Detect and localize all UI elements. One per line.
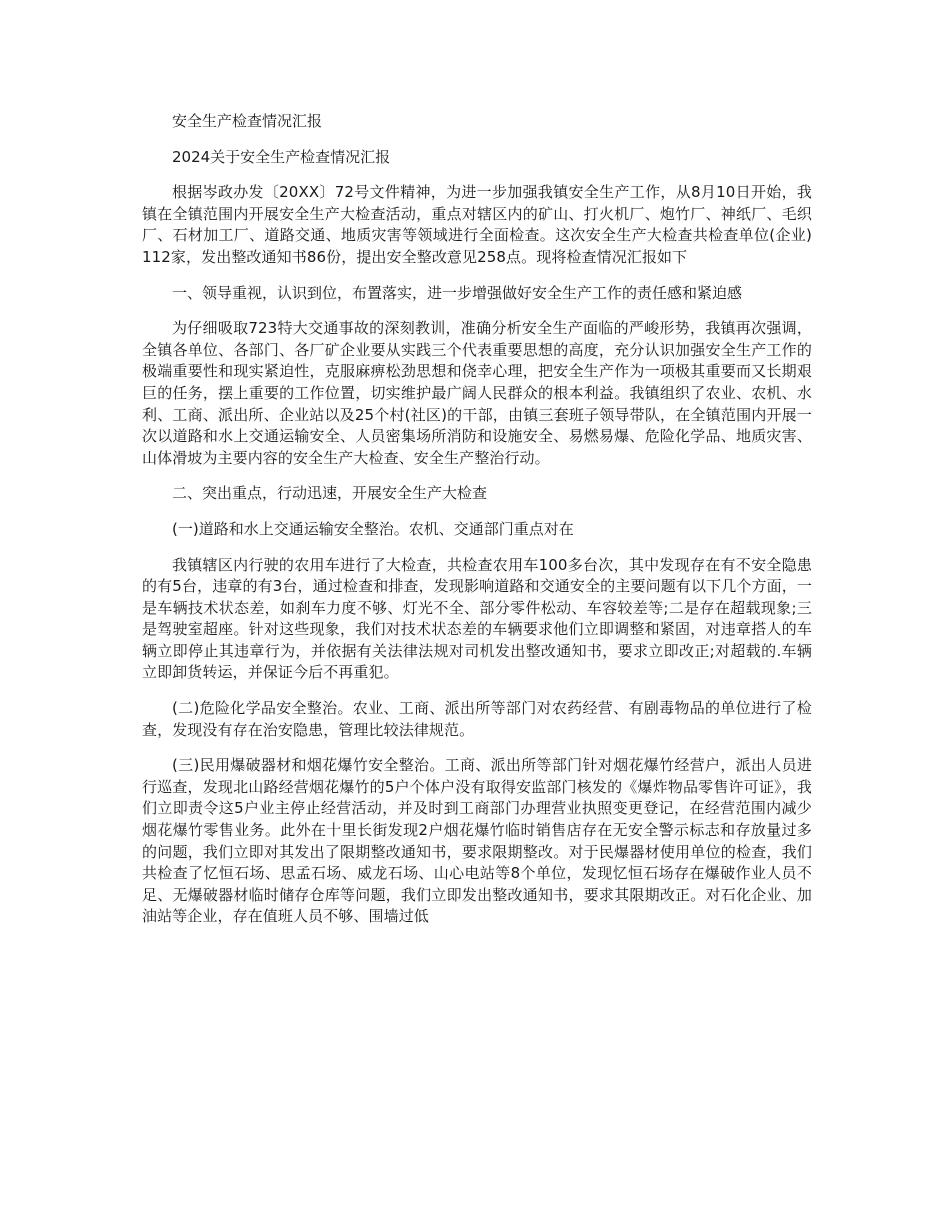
document-title: 安全生产检查情况汇报 — [172, 112, 323, 130]
spacer — [142, 684, 812, 698]
spacer — [142, 304, 812, 318]
paragraph-leadership: 为仔细吸取723特大交通事故的深刻教训，准确分析安全生产面临的严峻形势，我镇再次强调，全镇各单位、各部门、各厂矿企业要从实践三个代表重要思想的高度，充分认识加强安全生产工作的极端重要性和现实紧迫性，克服麻痹松劲思想和侥幸心理，把安全生产作为一项极其重要而又长期艰巨的任务，摆上重要的工作位置，切实维护最广阔人民群众的根本利益。我镇组织了农业、农机、水利、工商、派出所、企业站以及25个村(社区)的干部，由镇三套班子领导带队，在全镇范围内开展一次以道路和水上交通运输安全、人员密集场所消防和设施安全、易燃易爆、危险化学品、地质灾害、山体滑坡为主要内容的安全生产大检查、安全生产整治行动。 — [142, 319, 812, 467]
spacer — [142, 133, 812, 147]
spacer — [142, 541, 812, 555]
spacer — [142, 269, 812, 283]
spacer — [142, 505, 812, 519]
section-heading-1: 一、领导重视，认识到位，布置落实，进一步增强做好安全生产工作的责任感和紧迫感 — [172, 283, 743, 302]
document-subtitle: 2024关于安全生产检查情况汇报 — [172, 147, 391, 166]
spacer — [142, 741, 812, 755]
document-page — [142, 111, 812, 928]
paragraph-explosives: (三)民用爆破器材和烟花爆竹安全整治。工商、派出所等部门针对烟花爆竹经营户，派出人员进行巡查，发现北山路经营烟花爆竹的5户个体户没有取得安监部门核发的《爆炸物品零售许可证》，我们立即责令这5户业主停止经营活动，并及时到工商部门办理营业执照变更登记，在经营范围内减少烟花爆竹零售业务。此外在十里长街发现2户烟花爆竹临时销售店存在无安全警示标志和存放量过多的问题，我们立即对其发出了限期整改通知书，要求限期整改。对于民爆器材使用单位的检查，我们共检查了忆恒石场、思孟石场、威龙石场、山心电站等8个单位，发现忆恒石场存在爆破作业人员不足、无爆破器材临时储存仓库等问题，我们立即发出整改通知书，要求其限期改正。对石化企业、加油站等企业，存在值班人员不够、围墙过低 — [142, 756, 812, 926]
section-heading-2: 二、突出重点，行动迅速，开展安全生产大检查 — [172, 484, 488, 503]
spacer — [142, 469, 812, 483]
spacer — [142, 168, 812, 182]
paragraph-chemicals: (二)危险化学品安全整治。农业、工商、派出所等部门对农药经营、有剧毒物品的单位进行了检查，发现没有存在治安隐患，管理比较法律规范。 — [142, 699, 812, 739]
subsection-heading-1: (一)道路和水上交通运输安全整治。农机、交通部门重点对在 — [172, 519, 574, 538]
paragraph-traffic: 我镇辖区内行驶的农用车进行了大检查，共检查农用车100多台次，其中发现存在有不安全隐患的有5台，违章的有3台，通过检查和排查，发现影响道路和交通安全的主要问题有以下几个方面，一是车辆技术状态差，如刹车力度不够、灯光不全、部分零件松动、车容较差等;二是存在超载现象;三是驾驶室超座。针对这些现象，我们对技术状态差的车辆要求他们立即调整和紧固，对违章搭人的车辆立即停止其违章行为，并依据有关法律法规对司机发出整改通知书，要求立即改正;对超载的.车辆立即卸货转运，并保证今后不再重犯。 — [142, 555, 812, 682]
paragraph-intro: 根据岑政办发〔20XX〕72号文件精神，为进一步加强我镇安全生产工作，从8月10日开始，我镇在全镇范围内开展安全生产大检查活动，重点对辖区内的矿山、打火机厂、炮竹厂、神纸厂、毛织厂、石材加工厂、道路交通、地质灾害等领域进行全面检查。这次安全生产大检查共检查单位(企业)112家，发出整改通知书86份，提出安全整改意见258点。现将检查情况汇报如下 — [142, 183, 812, 266]
